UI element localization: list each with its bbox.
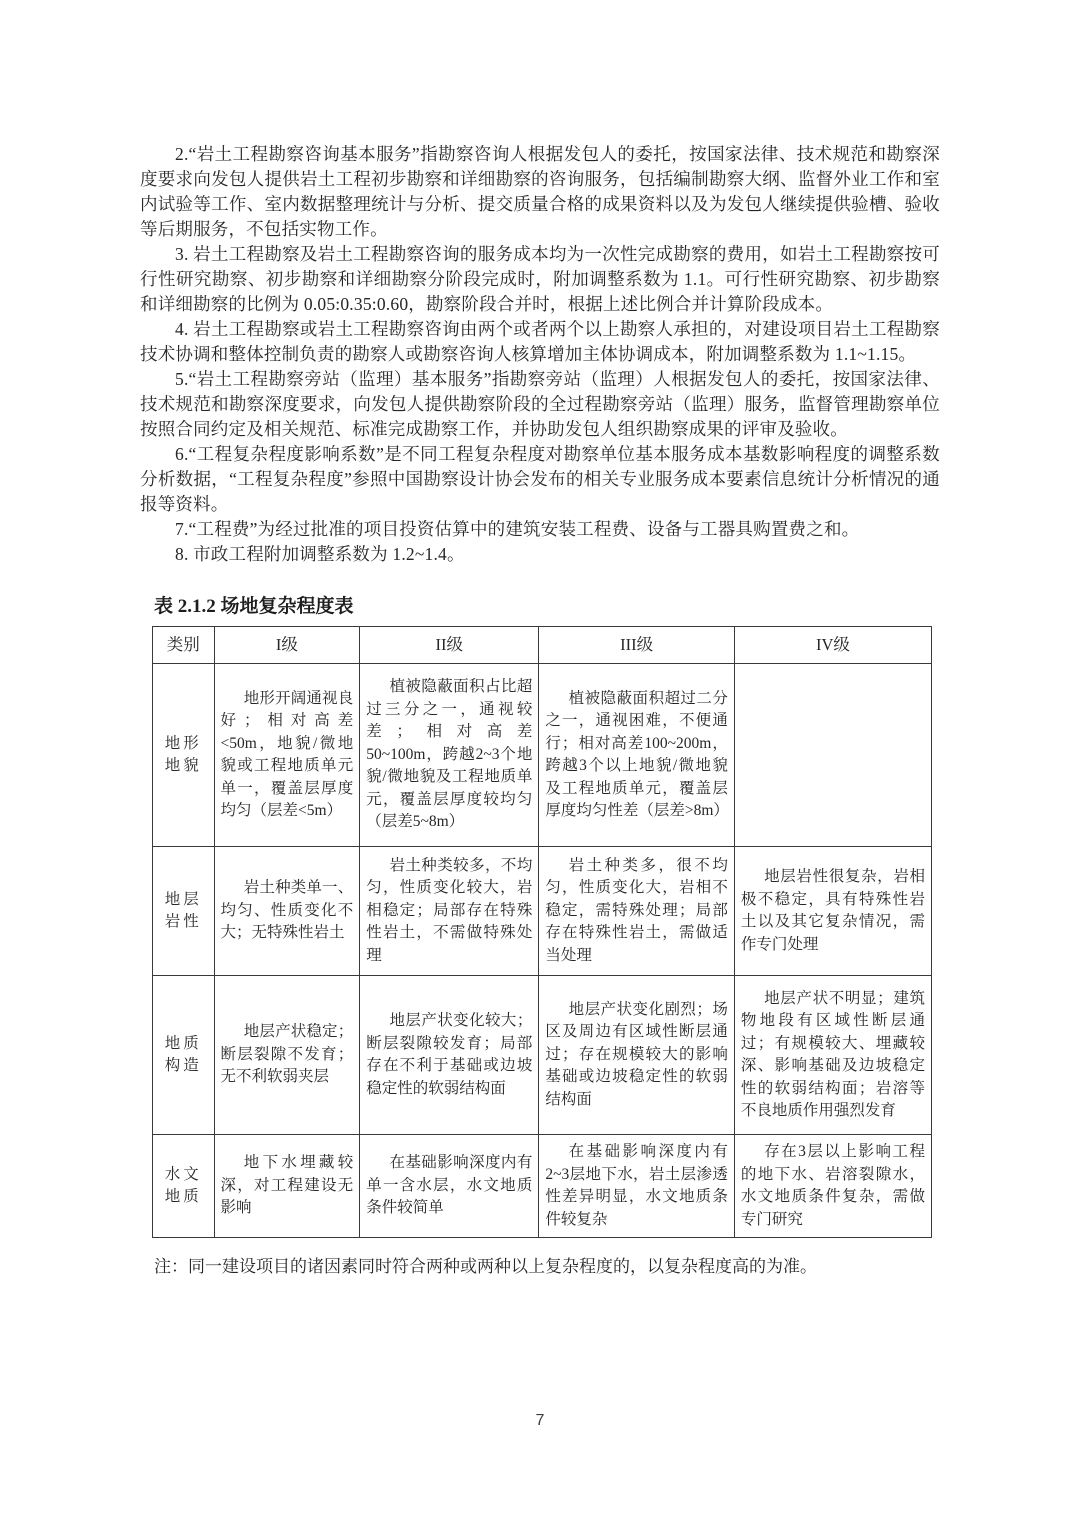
table-cell: 地层产状不明显；建筑物地段有区域性断层通过；有规模较大、埋藏较深、影响基础及边坡稳定性的软弱结构面；岩溶等不良地质作用强烈发育 xyxy=(734,976,931,1135)
table-row-terrain xyxy=(153,664,932,847)
paragraph-item-7: 7.“工程费”为经过批准的项目投资估算中的建筑安装工程费、设备与工器具购置费之和。 xyxy=(175,519,860,539)
table-cell: 存在3层以上影响工程的地下水、岩溶裂隙水，水文地质条件复杂，需做专门研究 xyxy=(734,1135,931,1238)
table-cell: 地层岩性很复杂，岩相极不稳定，具有特殊性岩土以及其它复杂情况，需作专门处理 xyxy=(734,847,931,976)
table-note: 注：同一建设项目的诸因素同时符合两种或两种以上复杂程度的，以复杂程度高的为准。 xyxy=(154,1257,817,1276)
table-cell: 岩土种类单一、均匀、性质变化不大；无特殊性岩土 xyxy=(214,847,360,976)
site-complexity-table xyxy=(152,626,932,1238)
paragraph-item-2: 2.“岩土工程勘察咨询基本服务”指勘察咨询人根据发包人的委托，按国家法律、技术规范和勘察深度要求向发包人提供岩土工程初步勘察和详细勘察的咨询服务，包括编制勘察大纲、监督外业工作和室内试验等工作、室内数据整理统计与分析、提交质量合格的成果资料以及为发包人继续提供验槽、验收等后期服务，不包括实物工作。 xyxy=(140,144,940,239)
paragraph-item-5: 5.“岩土工程勘察旁站（监理）基本服务”指勘察旁站（监理）人根据发包人的委托，按国家法律、技术规范和勘察深度要求，向发包人提供勘察阶段的全过程勘察旁站（监理）服务，监督管理勘察单位按照合同约定及相关规范、标准完成勘察工作，并协助发包人组织勘察成果的评审及验收。 xyxy=(140,369,940,439)
table-cell: 在基础影响深度内有单一含水层，水文地质条件较简单 xyxy=(360,1135,539,1238)
column-header-category: 类别 xyxy=(153,627,215,664)
table-cell-empty xyxy=(734,664,931,847)
table-cell: 地层产状变化较大；断层裂隙较发育；局部存在不利于基础或边坡稳定性的软弱结构面 xyxy=(360,976,539,1135)
body-text-section xyxy=(140,142,940,567)
table-row-lithology xyxy=(153,847,932,976)
column-header-level-4: IV级 xyxy=(734,627,931,664)
table-row-geologic-structure xyxy=(153,976,932,1135)
row-category-label: 地层岩性 xyxy=(153,847,215,976)
paragraph-item-6: 6.“工程复杂程度影响系数”是不同工程复杂程度对勘察单位基本服务成本基数影响程度的调整系数分析数据，“工程复杂程度”参照中国勘察设计协会发布的相关专业服务成本要素信息统计分析情况的通报等资料。 xyxy=(140,444,940,514)
table-cell: 岩土种类多，很不均匀，性质变化大，岩相不稳定，需特殊处理；局部存在特殊性岩土，需做适当处理 xyxy=(539,847,735,976)
table-cell: 植被隐蔽面积超过二分之一，通视困难，不便通行；相对高差100~200m，跨越3个以上地貌/微地貌及工程地质单元，覆盖层厚度均匀性差（层差>8m） xyxy=(539,664,735,847)
paragraph-item-4: 4. 岩土工程勘察或岩土工程勘察咨询由两个或者两个以上勘察人承担的，对建设项目岩土工程勘察技术协调和整体控制负责的勘察人或勘察咨询人核算增加主体协调成本，附加调整系数为 1.1~1.15。 xyxy=(140,319,940,364)
page-number: 7 xyxy=(535,1412,545,1429)
row-category-label: 水文地质 xyxy=(153,1135,215,1238)
row-category-label: 地形地貌 xyxy=(153,664,215,847)
table-cell: 岩土种类较多，不均匀，性质变化较大，岩相稳定；局部存在特殊性岩土，不需做特殊处理 xyxy=(360,847,539,976)
table-title: 表 2.1.2 场地复杂程度表 xyxy=(154,596,354,617)
row-category-label: 地质构造 xyxy=(153,976,215,1135)
column-header-level-3: III级 xyxy=(539,627,735,664)
column-header-level-2: II级 xyxy=(360,627,539,664)
table-cell: 植被隐蔽面积占比超过三分之一，通视较差；相对高差50~100m，跨越2~3个地貌/微地貌及工程地质单元，覆盖层厚度较均匀（层差5~8m） xyxy=(360,664,539,847)
table-cell: 地层产状变化剧烈；场区及周边有区域性断层通过；存在规模较大的影响基础或边坡稳定性的软弱结构面 xyxy=(539,976,735,1135)
table-cell: 在基础影响深度内有2~3层地下水，岩土层渗透性差异明显，水文地质条件较复杂 xyxy=(539,1135,735,1238)
column-header-level-1: I级 xyxy=(214,627,360,664)
table-header-row xyxy=(153,627,932,664)
paragraph-item-3: 3. 岩土工程勘察及岩土工程勘察咨询的服务成本均为一次性完成勘察的费用，如岩土工程勘察按可行性研究勘察、初步勘察和详细勘察分阶段完成时，附加调整系数为 1.1。可行性研究勘察、初步勘察和详细勘察的比例为 0.05:0.35:0.60，勘察阶段合并时，根据上述比例合并计算阶段成本。 xyxy=(140,244,940,314)
table-cell: 地形开阔通视良好；相对高差<50m，地貌/微地貌或工程地质单元单一，覆盖层厚度均匀（层差<5m） xyxy=(214,664,360,847)
table-row-hydrogeology xyxy=(153,1135,932,1238)
table-cell: 地层产状稳定；断层裂隙不发育；无不利软弱夹层 xyxy=(214,976,360,1135)
table-cell: 地下水埋藏较深，对工程建设无影响 xyxy=(214,1135,360,1238)
paragraph-item-8: 8. 市政工程附加调整系数为 1.2~1.4。 xyxy=(175,544,465,564)
document-page-content xyxy=(140,142,940,1279)
